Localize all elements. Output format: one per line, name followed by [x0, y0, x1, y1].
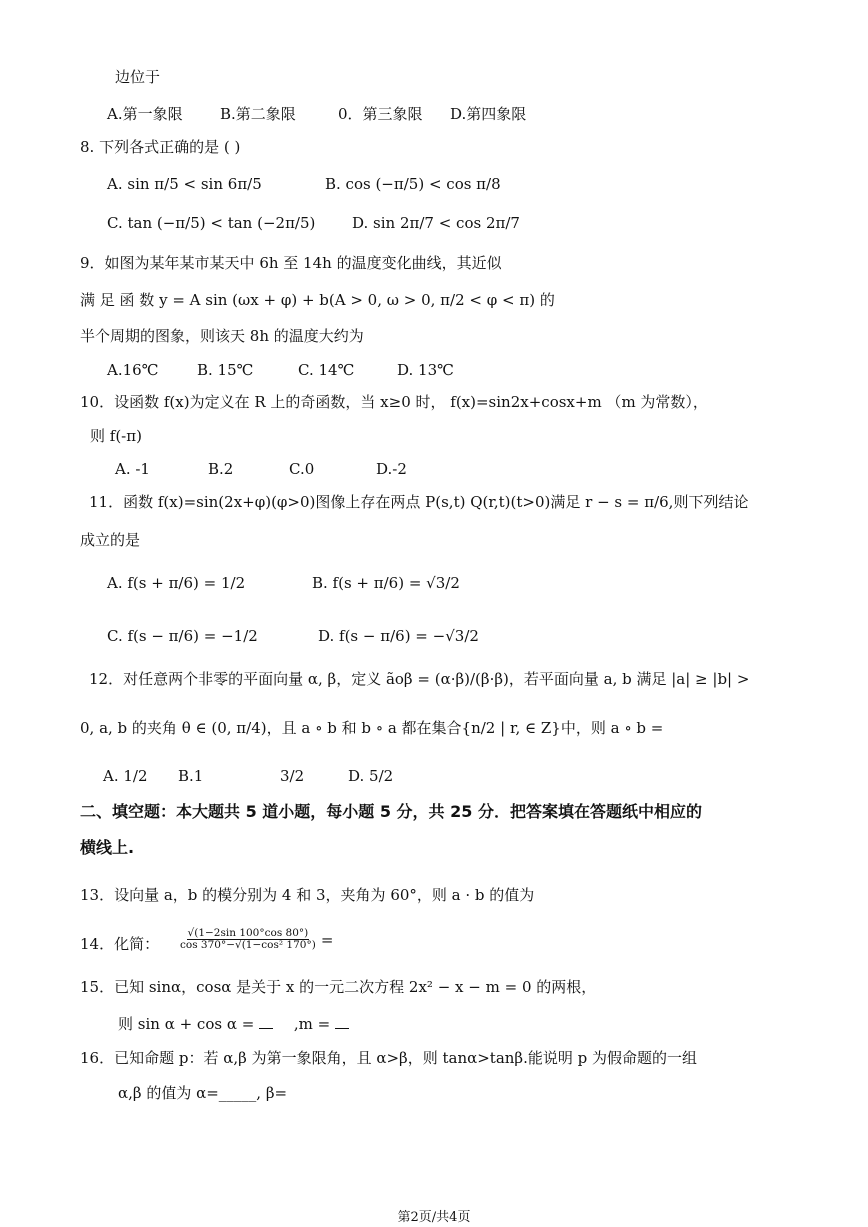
- q9-option-a: A.16℃: [107, 361, 159, 379]
- q9-line1: 9．如图为某年某市某天中 6h 至 14h 的温度变化曲线，其近似: [80, 254, 502, 272]
- q10-option-b: B.2: [208, 460, 234, 478]
- q7-option-a: A.第一象限: [107, 105, 183, 123]
- q8-option-a: A. sin π/5 < sin 6π/5: [107, 175, 262, 193]
- q11-line2: 成立的是: [80, 531, 141, 549]
- q12-option-d: D. 5/2: [348, 767, 394, 785]
- q16-line1: 16．已知命题 p：若 α,β 为第一象限角，且 α>β，则 tanα>tanβ.能说明 p 为假命题的一组: [80, 1049, 698, 1067]
- q12-option-b: B.1: [178, 767, 204, 785]
- q13: 13．设向量 a，b 的模分别为 4 和 3，夹角为 60°，则 a · b 的值为: [80, 886, 535, 904]
- q14-equals: =: [320, 930, 334, 949]
- q8-option-c: C. tan (−π/5) < tan (−2π/5): [107, 214, 316, 232]
- q11-line1: 11．函数 f(x)=sin(2x+φ)(φ>0)图像上存在两点 P(s,t) Q(r,t)(t>0)满足 r − s = π/6,则下列结论: [89, 493, 749, 511]
- q15-line2: [118, 1014, 349, 1034]
- q12-line2: 0, a, b 的夹角 θ ∈ (0, π/4)，且 a ∘ b 和 b ∘ a 都在集合{n/2 | r, ∈ Z}中，则 a ∘ b =: [80, 719, 664, 737]
- q15-line2-part2: ,m =: [293, 1015, 335, 1033]
- q14-label: 14．化简：: [80, 935, 160, 953]
- q9-line3: 半个周期的图象，则该天 8h 的温度大约为: [80, 327, 364, 345]
- q12-line1: 12．对任意两个非零的平面向量 α, β，定义 ãoβ = (α·β)/(β·β)，若平面向量 a, b 满足 |a| ≥ |b| >: [89, 670, 750, 688]
- q8-stem: 8. 下列各式正确的是 ( ): [80, 138, 241, 156]
- q15-blank-1: [259, 1014, 273, 1029]
- q7-option-d: D.第四象限: [450, 105, 527, 123]
- q11-option-b: B. f(s + π/6) = √3/2: [312, 574, 460, 592]
- page-footer: 第2页/共4页: [397, 1210, 471, 1225]
- q10-option-d: D.-2: [376, 460, 407, 478]
- q7-option-b: B.第二象限: [220, 105, 296, 123]
- q16-line2: α,β 的值为 α=_____, β=: [118, 1084, 288, 1102]
- q11-option-c: C. f(s − π/6) = −1/2: [107, 627, 258, 645]
- q15-blank-2: [335, 1014, 349, 1029]
- q9-option-d: D. 13℃: [397, 361, 454, 379]
- q12-option-a: A. 1/2: [103, 767, 148, 785]
- q7-option-c: 0．第三象限: [338, 105, 423, 123]
- q12-option-c: 3/2: [280, 767, 305, 785]
- q15-line1: 15．已知 sinα，cosα 是关于 x 的一元二次方程 2x² − x − m = 0 的两根，: [80, 978, 597, 996]
- section2-heading-line2: 横线上.: [80, 838, 135, 857]
- q14-expression: [178, 928, 333, 951]
- q14-numerator: √(1−2sin 100°cos 80°): [187, 927, 309, 939]
- q9-line2: 满 足 函 数 y = A sin (ωx + φ) + b(A > 0, ω > 0, π/2 < φ < π) 的: [80, 291, 555, 309]
- q15-line2-part1: 则 sin α + cos α =: [118, 1015, 260, 1033]
- q10-line2: 则 f(-π): [90, 427, 142, 445]
- q11-option-d: D. f(s − π/6) = −√3/2: [318, 627, 479, 645]
- q8-option-b: B. cos (−π/5) < cos π/8: [325, 175, 501, 193]
- q10-option-c: C.0: [289, 460, 315, 478]
- q10-line1: 10．设函数 f(x)为定义在 R 上的奇函数，当 x≥0 时， f(x)=sin2x+cosx+m （m 为常数），: [80, 393, 708, 411]
- q14-denominator: cos 370°−√(1−cos² 170°): [180, 939, 316, 952]
- section2-heading-line1: 二、填空题：本大题共 5 道小题，每小题 5 分，共 25 分．把答案填在答题纸中相应的: [80, 802, 702, 821]
- q11-option-a: A. f(s + π/6) = 1/2: [107, 574, 246, 592]
- q7-continuation: 边位于: [115, 68, 161, 86]
- q14-fraction: [179, 928, 317, 951]
- q9-option-c: C. 14℃: [298, 361, 355, 379]
- q10-option-a: A. -1: [115, 460, 150, 478]
- q9-option-b: B. 15℃: [197, 361, 254, 379]
- q8-option-d: D. sin 2π/7 < cos 2π/7: [352, 214, 520, 232]
